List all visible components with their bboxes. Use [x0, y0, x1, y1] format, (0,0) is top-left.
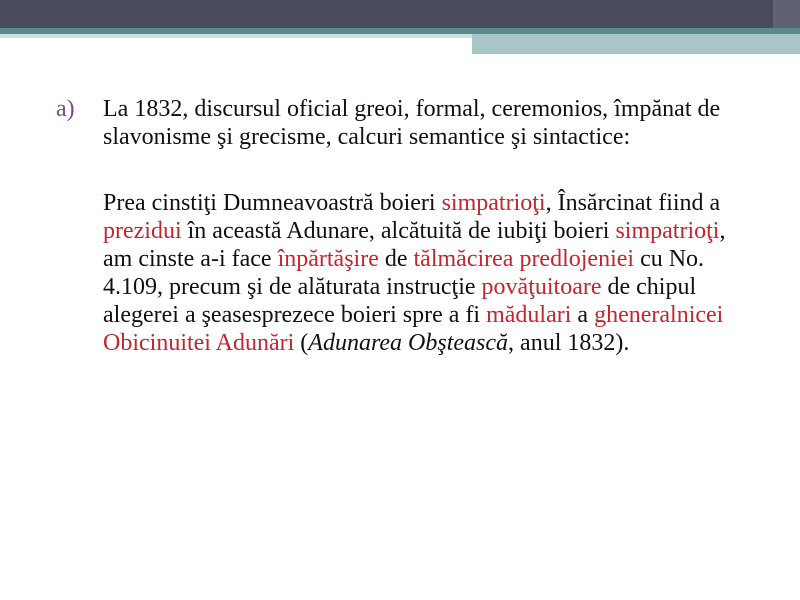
header-bar: [0, 0, 800, 28]
header-accent-strip-right: [472, 34, 800, 54]
quote-text: a: [571, 302, 595, 328]
list-marker: a): [56, 96, 75, 122]
quote-text: (: [294, 330, 309, 356]
header-accent-strip-left: [0, 34, 472, 38]
list-item-text: La 1832, discursul oficial greoi, formal, ceremonios, împănat de slavonisme şi grecisme, calcuri semantice şi sintactice:: [103, 96, 721, 150]
highlighted-term: povăţuitoare: [481, 274, 602, 300]
highlighted-term: simpatrioţi: [441, 190, 546, 216]
quote-text: , anul 1832).: [508, 330, 630, 356]
highlighted-term: prezidui: [103, 218, 182, 244]
quote-text: de: [378, 246, 414, 272]
quoted-speech: [103, 189, 746, 357]
quote-text: cu No. 4.109, precum şi de alăturata instrucţie: [103, 246, 705, 300]
quote-text: , am cinste a-i face: [103, 218, 726, 272]
highlighted-term: înpărtăşire: [277, 246, 379, 272]
highlighted-term: simpatrioţi: [615, 218, 720, 244]
list-item: [56, 95, 746, 151]
quote-text: Prea cinstiţi Dumneavoastră boieri: [103, 190, 442, 216]
quote-text: de chipul alegerei a şeasesprezece boieri spre a fi: [103, 274, 697, 328]
highlighted-term: gheneralnicei Obicinuitei Adunări: [103, 302, 724, 356]
highlighted-term: mădulari: [486, 302, 572, 328]
header-bar-edge: [773, 0, 800, 28]
quote-text: în această Adunare, alcătuită de iubiţi boieri: [181, 218, 616, 244]
highlighted-term: tălmăcirea predlojeniei: [413, 246, 635, 272]
quote-text: , Însărcinat fiind a: [545, 190, 721, 216]
italic-term: Adunarea Obştească: [308, 330, 509, 356]
slide-content: [56, 95, 746, 357]
